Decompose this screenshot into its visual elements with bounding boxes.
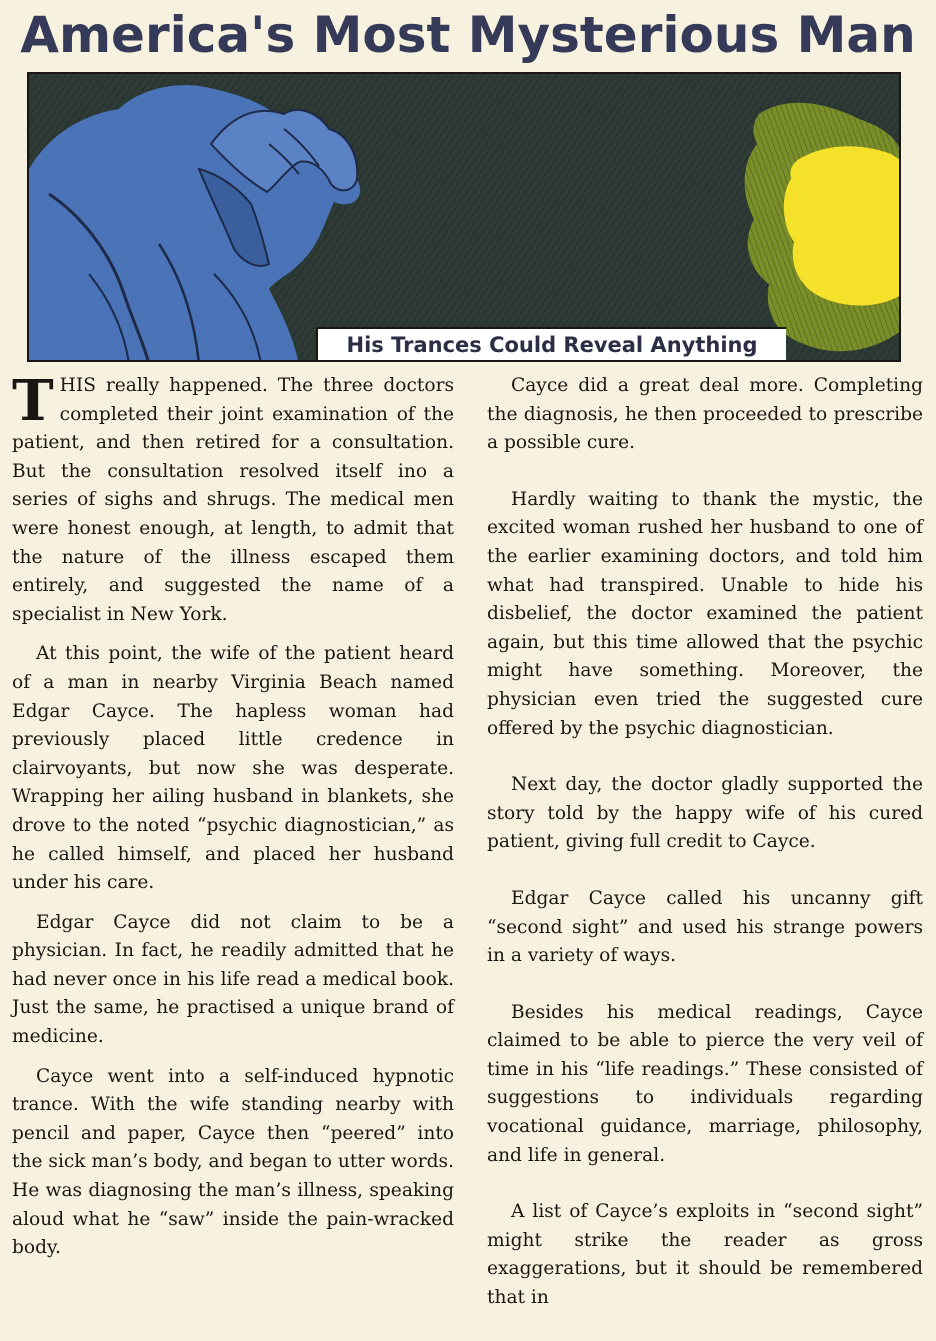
- illustration-caption: [316, 327, 786, 362]
- page-title: America's Most Mysterious Man: [20, 6, 916, 64]
- article-paragraph: Hardly waiting to thank the mystic, the excited woman rushed her husband to one of the earlier examining doctors, and told him what had transpired. Unable to hide his disbelief, the doctor examined the patient again, but this time allowed that the psychic might have something. Moreover, the physician even tried the suggested cure offered by the psychic diagnostician.: [487, 488, 923, 739]
- article-column-right: [487, 372, 923, 1341]
- article-paragraph: Edgar Cayce called his uncanny gift “second sight” and used his strange powers in a variety of ways.: [487, 887, 923, 967]
- paragraph-text: HIS really happened. The three doctors completed their joint examination of the patient, and then retired for a consultation. But the consultation resolved itself ino a series of sighs and shrugs. The medical men were honest enough, at length, to admit that the nature of the illness escaped them entirely, and suggested the name of a specialist in New York.: [12, 375, 454, 625]
- illustration-panel: [27, 72, 901, 362]
- article-column-left: [12, 368, 454, 1274]
- caption-line-1: His Trances Could Reveal Anything: [346, 333, 758, 357]
- article-paragraph: At this point, the wife of the patient heard of a man in nearby Virginia Beach named Edgar Cayce. The hapless woman had previously placed little credence in clairvoyants, but now she was desperate. Wrapping her ailing husband in blankets, she drove to the noted “psychic diagnostician,” as he called himself, and placed her husband under his care.: [12, 643, 454, 894]
- caption-line-2: [318, 361, 786, 362]
- article-paragraph: Edgar Cayce did not claim to be a physician. In fact, he readily admitted that he had never once in his life read a medical book. Just the same, he practised a unique brand of medicine.: [12, 911, 454, 1048]
- article-paragraph: [12, 368, 454, 629]
- article-paragraph: Cayce did a great deal more. Completing the diagnosis, he then proceeded to prescribe a possible cure.: [487, 375, 923, 454]
- illustration-artwork: [29, 74, 901, 362]
- article-paragraph: Next day, the doctor gladly supported the story told by the happy wife of his cured patient, giving full credit to Cayce.: [487, 774, 923, 853]
- article-paragraph: Cayce went into a self-induced hypnotic trance. With the wife standing nearby with pencil and paper, Cayce then “peered” into the sick man’s body, and began to utter words. He was diagnosing the man’s illness, speaking aloud what he “saw” inside the pain-wracked body.: [12, 1065, 454, 1259]
- article-paragraph: A list of Cayce’s exploits in “second sight” might strike the reader as gross exaggerations, but it should be remembered that in: [487, 1201, 923, 1309]
- article-paragraph: Besides his medical readings, Cayce claimed to be able to pierce the very veil of time in his “life readings.” These consisted of suggestions to individuals regarding vocational guidance, marriage, philosophy, and life in general.: [487, 1001, 923, 1166]
- drop-cap: T: [12, 368, 54, 434]
